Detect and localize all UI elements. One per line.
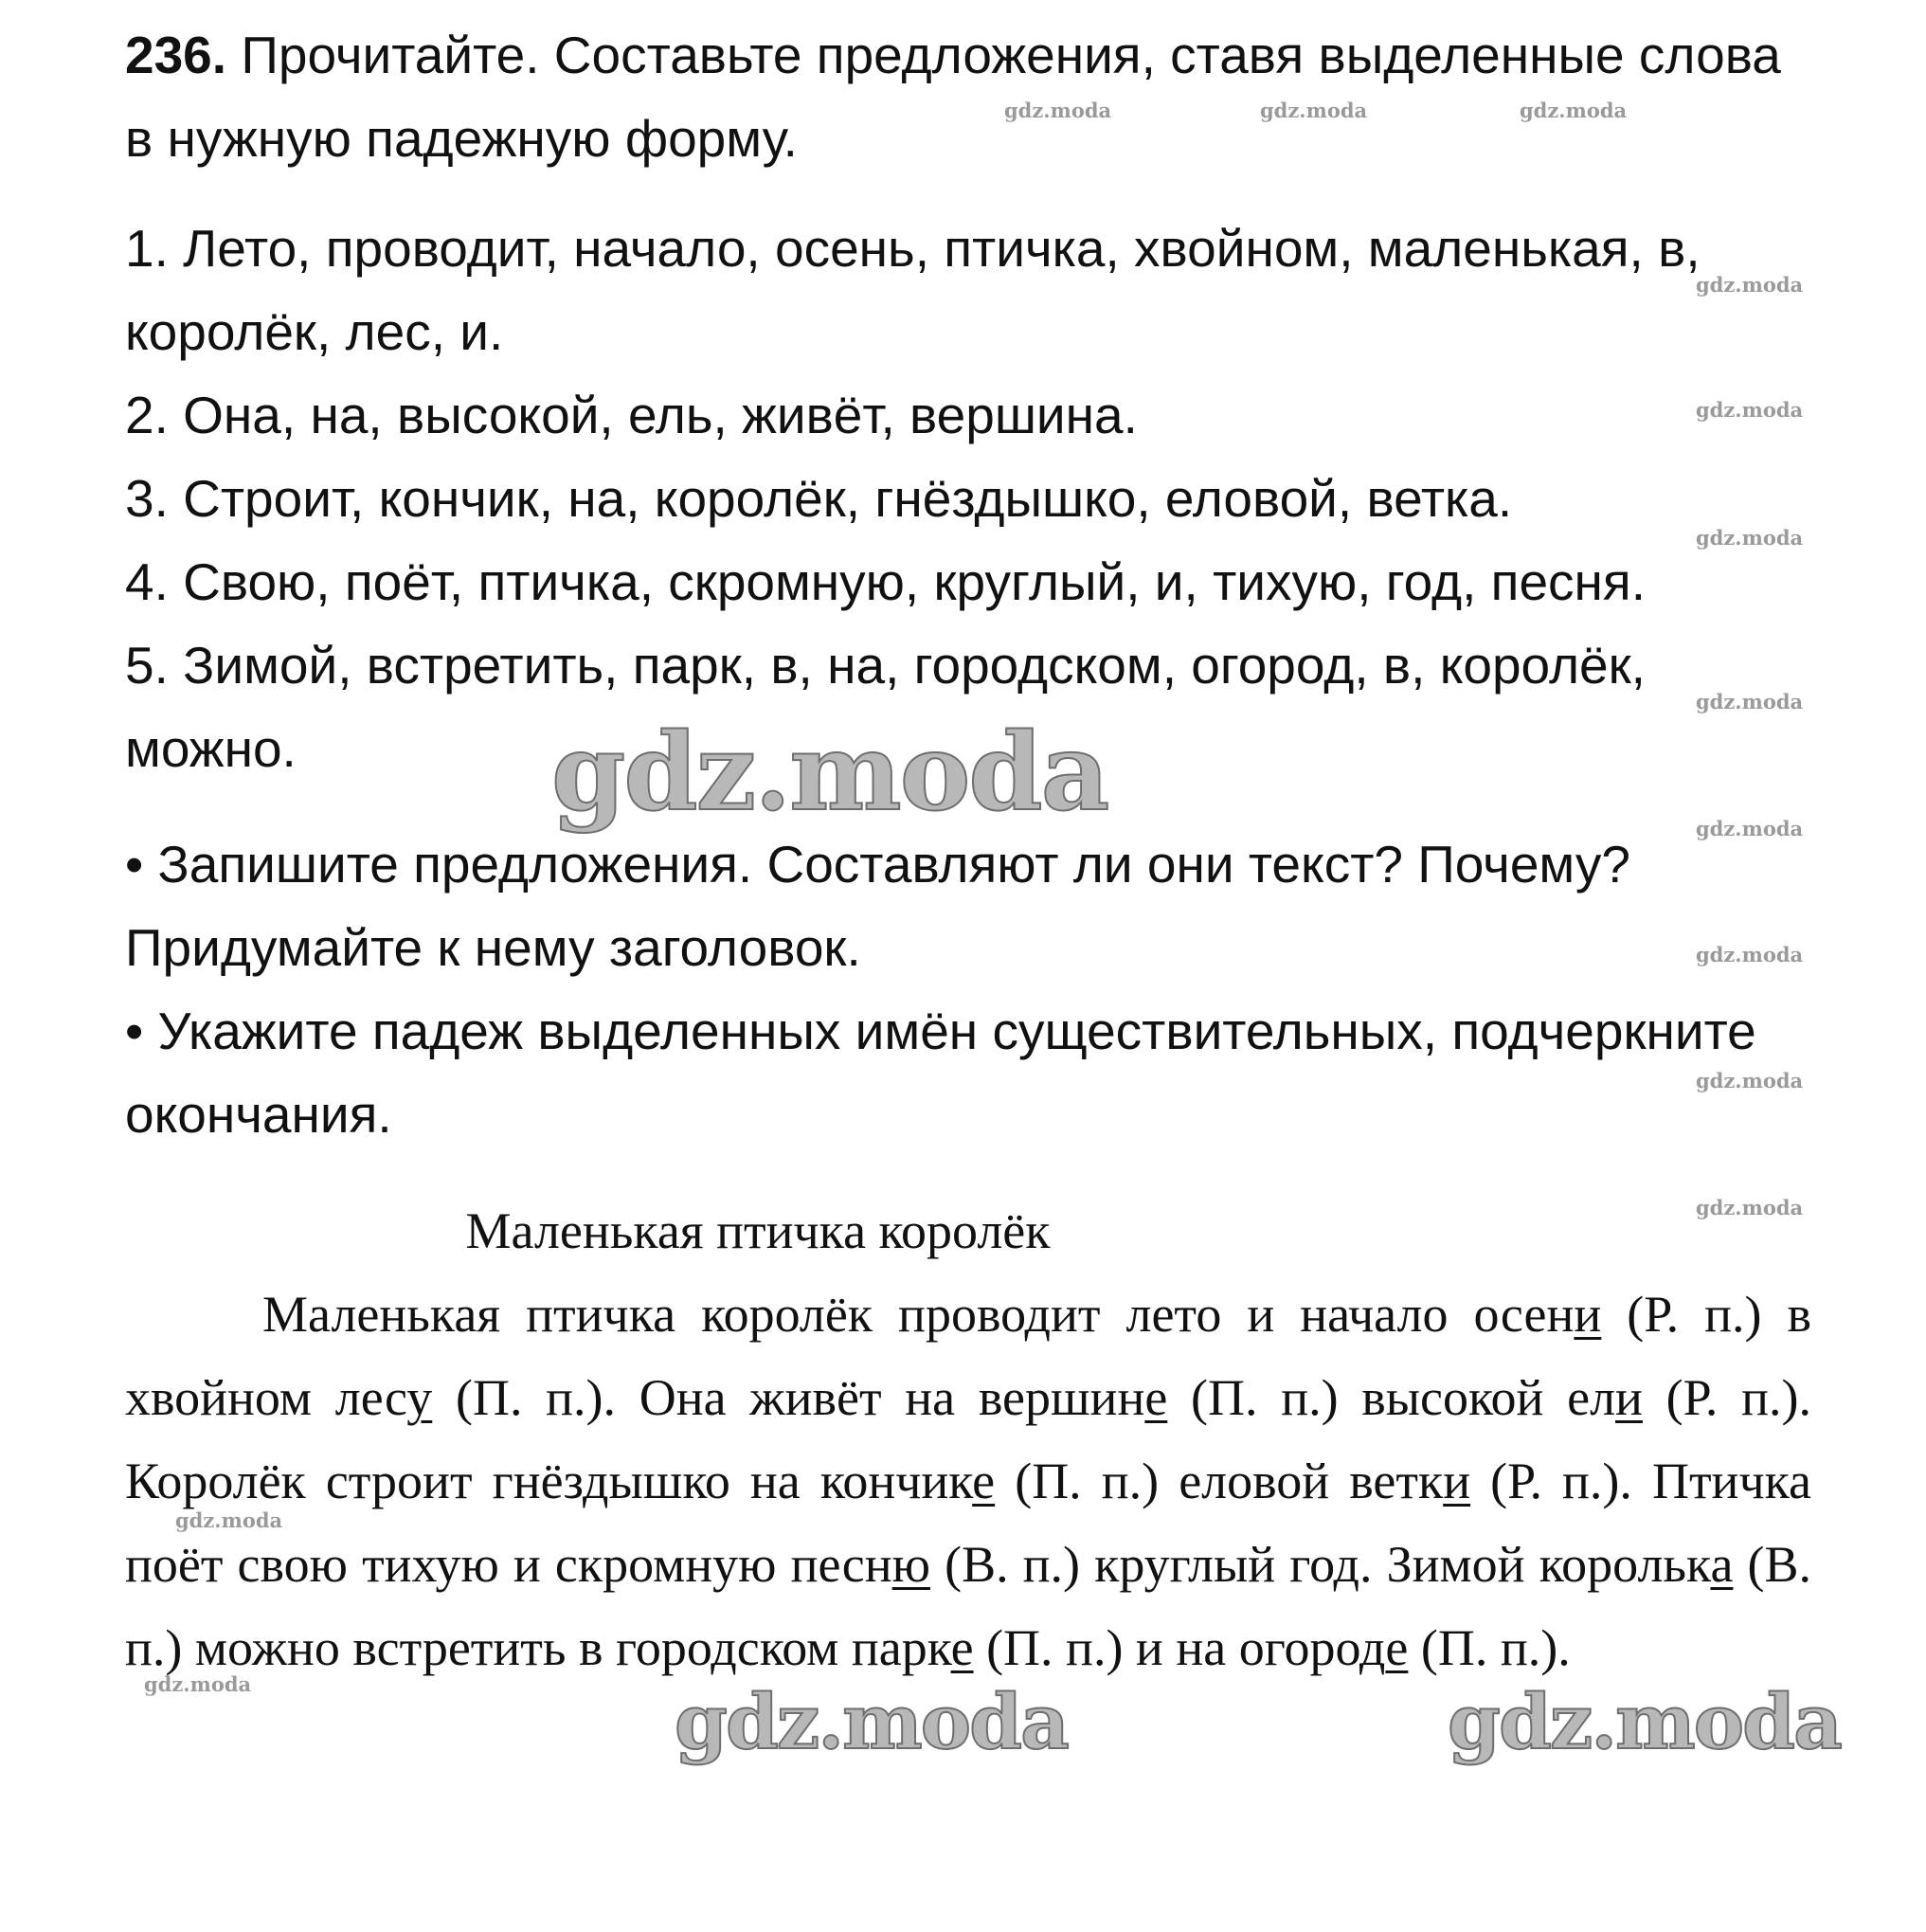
underlined-ending: е [950,1619,974,1676]
answer-segment: (П. п.). Она живёт на вершин [432,1369,1145,1426]
bullet-item: • Запишите предложения. Составляют ли они текст? Почему? Придумайте к нему заголовок. [125,835,1630,977]
underlined-ending: е [972,1453,996,1509]
task-number: 236. [125,26,227,84]
underlined-ending: и [1615,1369,1643,1426]
answer-segment: (Р. п.). Птичка поёт свою тихую и скромную песн [125,1453,1811,1593]
watermark: gdz.moda [1696,817,1804,840]
task-text: Прочитайте. Составьте предложения, ставя выделенные слова в нужную падежную форму. [125,26,1781,168]
watermark: gdz.moda [1696,526,1804,550]
underlined-ending: и [1443,1453,1471,1509]
underlined-ending: е [1385,1619,1409,1676]
list-item: 4. Свою, поёт, птичка, скромную, круглый, и, тихую, год, песня. [125,552,1646,611]
watermark: gdz.moda [1260,99,1368,122]
answer-segment: (Р. п.) в хвойном лес [125,1286,1811,1426]
watermark: gdz.moda [1696,1069,1804,1092]
watermark: gdz.moda [1696,273,1804,297]
bullet-item: • Укажите падеж выделенных имён существительных, подчеркните окончания. [125,1002,1756,1144]
watermark: gdz.moda [551,711,1108,835]
underlined-ending: у [406,1369,433,1426]
watermark: gdz.moda [1696,943,1804,966]
answer-title: Маленькая птичка королёк [465,1202,1051,1259]
answer-text [125,1273,1811,1689]
answer-segment: Маленькая птичка королёк проводит лето и начало осен [262,1286,1575,1343]
underlined-ending: ю [891,1536,930,1593]
answer-segment: (П. п.). [1408,1619,1571,1676]
watermark: gdz.moda [1696,398,1804,422]
watermark: gdz.moda [144,1672,252,1696]
list-item: 2. Она, на, высокой, ель, живёт, вершина. [125,386,1138,444]
watermark: gdz.moda [1004,99,1112,122]
list-item: 3. Строит, кончик, на, королёк, гнёздышко, еловой, ветка. [125,469,1513,528]
watermark: gdz.moda [175,1508,283,1532]
answer-segment: (П. п.) и на огород [973,1619,1386,1676]
watermark: gdz.moda [1696,690,1804,713]
task-instruction [125,13,1811,180]
word-list [125,207,1811,790]
underlined-ending: е [1144,1369,1168,1426]
watermark: gdz.moda [675,1677,1068,1766]
answer-segment: (В. п.) можно встретить в городском парк [125,1536,1812,1676]
list-item: 1. Лето, проводит, начало, осень, птичка, хвойном, маленькая, в, королёк, лес, и. [125,219,1701,361]
underlined-ending: а [1710,1536,1734,1593]
underlined-ending: и [1574,1286,1602,1343]
answer-segment: (В. п.) круглый год. Зимой корольк [930,1536,1711,1593]
watermark: gdz.moda [1696,1196,1804,1219]
watermark: gdz.moda [1520,99,1628,122]
watermark: gdz.moda [1448,1677,1841,1766]
answer-segment: (П. п.) еловой ветк [995,1453,1444,1509]
answer-segment: (П. п.) высокой ел [1167,1369,1616,1426]
answer-segment: (Р. п.). Королёк строит гнёздышко на кончик [125,1369,1811,1509]
list-item: 5. Зимой, встретить, парк, в, на, городском, огород, в, королёк, можно. [125,636,1646,778]
task-bullets [125,822,1811,1156]
